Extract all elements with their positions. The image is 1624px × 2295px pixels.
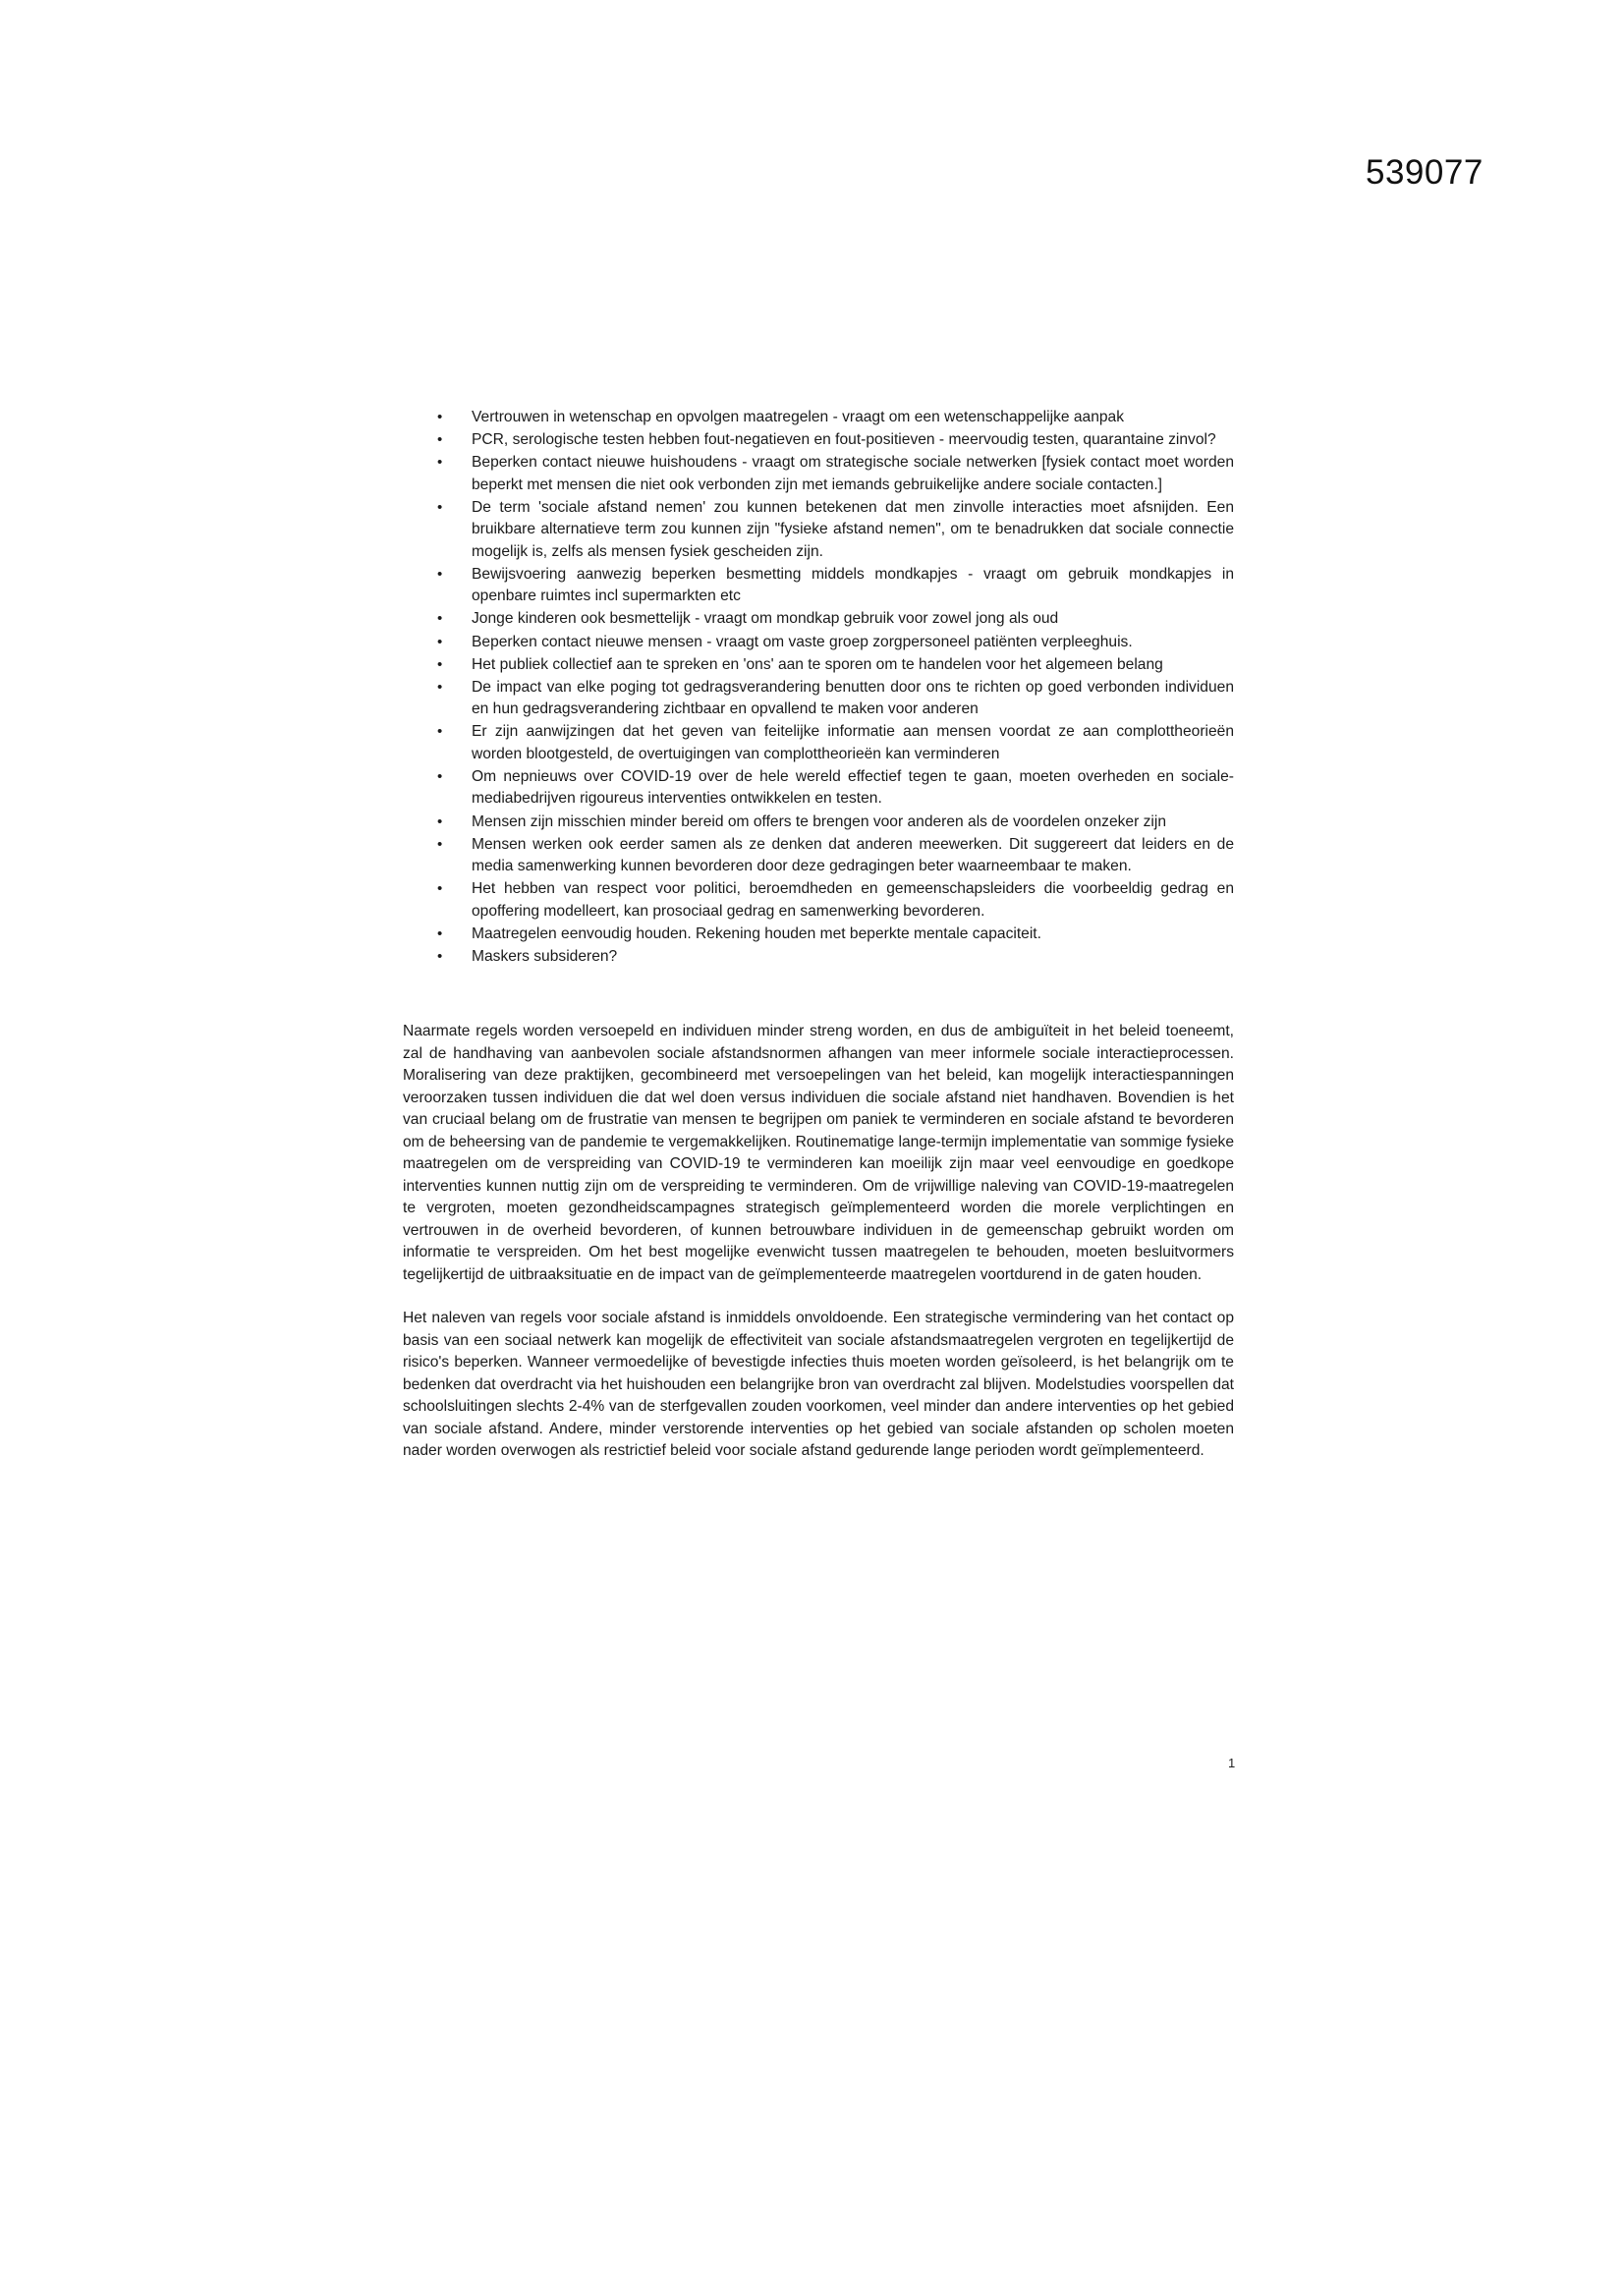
bullet-item: • Om nepnieuws over COVID-19 over de hele wereld effectief tegen te gaan, moeten overheden en sociale-mediabedrijven rigoureus interventies ontwikkelen en testen.: [403, 766, 1234, 811]
bullet-item: • Maatregelen eenvoudig houden. Rekening houden met beperkte mentale capaciteit.: [403, 924, 1234, 946]
bullet-item: • Maskers subsideren?: [403, 946, 1234, 969]
bullet-item: • Het hebben van respect voor politici, beroemdheden en gemeenschapsleiders die voorbeeldig gedrag en opoffering modelleert, kan prosociaal gedrag en samenwerking bevorderen.: [403, 878, 1234, 923]
bullet-item: • Mensen zijn misschien minder bereid om offers te brengen voor anderen als de voordelen onzeker zijn: [403, 812, 1234, 834]
bullet-item: • Bewijsvoering aanwezig beperken besmetting middels mondkapjes - vraagt om gebruik mondkapjes in openbare ruimtes incl supermarkten etc: [403, 564, 1234, 608]
bullet-item: • Beperken contact nieuwe huishoudens - vraagt om strategische sociale netwerken [fysiek contact moet worden beperkt met mensen die niet ook verbonden zijn met iemands gebruikelijke andere sociale contacten.]: [403, 452, 1234, 496]
bullet-item: • Vertrouwen in wetenschap en opvolgen maatregelen - vraagt om een wetenschappelijke aanpak: [403, 407, 1234, 429]
bullet-item: • Beperken contact nieuwe mensen - vraagt om vaste groep zorgpersoneel patiënten verpleeghuis.: [403, 632, 1234, 654]
document-id: 539077: [1366, 153, 1484, 192]
body-paragraph: Het naleven van regels voor sociale afstand is inmiddels onvoldoende. Een strategische vermindering van het contact op basis van een sociaal netwerk kan mogelijk de effectiviteit van sociale afstandsmaatregelen vergroten en tegelijkertijd de risico's beperken. Wanneer vermoedelijke of bevestigde infecties thuis moeten worden geïsoleerd, is het belangrijk om te bedenken dat overdracht via het huishouden een belangrijke bron van overdracht zal blijven. Modelstudies voorspellen dat schoolsluitingen slechts 2-4% van de sterfgevallen zouden voorkomen, veel minder dan andere interventies op het gebied van sociale afstand. Andere, minder verstorende interventies op het gebied van sociale afstanden op scholen moeten nader worden overwogen als restrictief beleid voor sociale afstand gedurende lange perioden wordt geïmplementeerd.: [403, 1310, 1234, 1460]
bullet-list: [403, 407, 1234, 968]
bullet-item: • De term 'sociale afstand nemen' zou kunnen betekenen dat men zinvolle interacties moet afsnijden. Een bruikbare alternatieve term zou kunnen zijn "fysieke afstand nemen", om te benadrukken dat sociale connectie mogelijk is, zelfs als mensen fysiek gescheiden zijn.: [403, 497, 1234, 564]
document-body: [403, 407, 1234, 1463]
bullet-item: • Er zijn aanwijzingen dat het geven van feitelijke informatie aan mensen voordat ze aan complottheorieën worden blootgesteld, de overtuigingen van complottheorieën kan verminderen: [403, 721, 1234, 765]
bullet-item: • PCR, serologische testen hebben fout-negatieven en fout-positieven - meervoudig testen, quarantaine zinvol?: [403, 429, 1234, 452]
page-number: 1: [1228, 1756, 1236, 1770]
body-paragraph: Naarmate regels worden versoepeld en individuen minder streng worden, en dus de ambiguïteit in het beleid toeneemt, zal de handhaving van aanbevolen sociale afstandsnormen afhangen van meer informele sociale interactieprocessen. Moralisering van deze praktijken, gecombineerd met versoepelingen van het beleid, kan mogelijk interactiespanningen veroorzaken tussen individuen die dat wel doen versus individuen die sociale afstand niet handhaven. Bovendien is het van cruciaal belang om de frustratie van mensen te begrijpen om paniek te verminderen en sociale afstand te bevorderen om de beheersing van de pandemie te vergemakkelijken. Routinematige lange-termijn implementatie van sommige fysieke maatregelen om de verspreiding van COVID-19 te verminderen kan moeilijk zijn maar veel eenvoudige en goedkope interventies kunnen nuttig zijn om de verspreiding te verminderen. Om de vrijwillige naleving van COVID-19-maatregelen te vergroten, moeten gezondheidscampagnes strategisch geïmplementeerd worden die morele verplichtingen en vertrouwen in de overheid bevorderen, of kunnen betrouwbare individuen in de gemeenschap gebruikt worden om informatie te verspreiden. Om het best mogelijke evenwicht tussen maatregelen te behouden, moeten besluitvormers tegelijkertijd de uitbraaksituatie en de impact van de geïmplementeerde maatregelen voortdurend in de gaten houden.: [403, 1023, 1234, 1283]
bullet-item: • De impact van elke poging tot gedragsverandering benutten door ons te richten op goed verbonden individuen en hun gedragsverandering zichtbaar en opvallend te maken voor anderen: [403, 677, 1234, 721]
bullet-item: • Het publiek collectief aan te spreken en 'ons' aan te sporen om te handelen voor het algemeen belang: [403, 654, 1234, 677]
bullet-item: • Mensen werken ook eerder samen als ze denken dat anderen meewerken. Dit suggereert dat leiders en de media samenwerking kunnen bevorderen door deze gedragingen beter waarneembaar te maken.: [403, 834, 1234, 878]
bullet-item: • Jonge kinderen ook besmettelijk - vraagt om mondkap gebruik voor zowel jong als oud: [403, 608, 1234, 631]
